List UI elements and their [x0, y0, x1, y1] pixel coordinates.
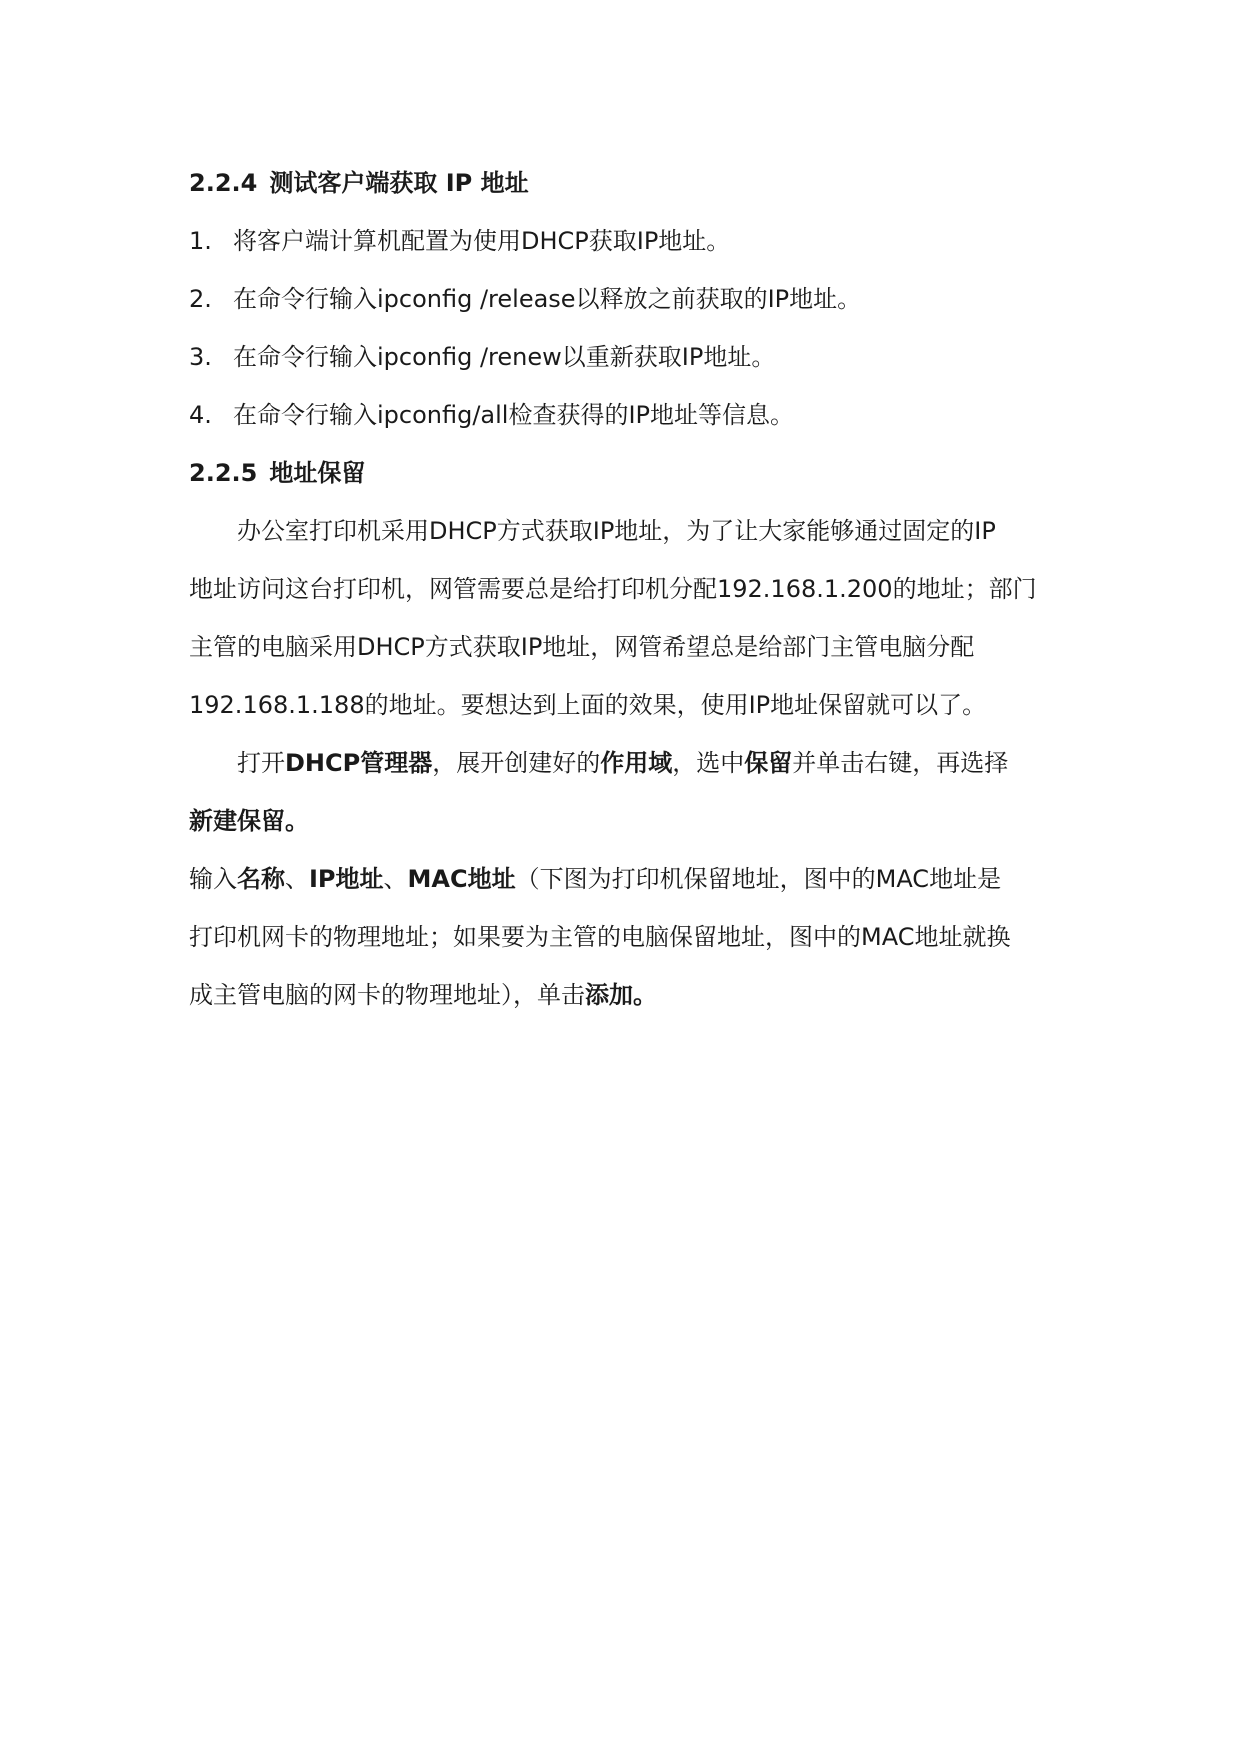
text: ，选中: [672, 749, 745, 777]
section-heading-2-2-4: [189, 167, 529, 199]
section-title: 测试客户端获取 IP 地址: [269, 169, 529, 197]
bold-term: 添加: [585, 981, 633, 1009]
paragraph-2-line-2: [189, 805, 309, 837]
section-heading-2-2-5: [189, 457, 365, 489]
bold-term: DHCP管理器: [285, 749, 433, 777]
list-number: 2.: [189, 285, 212, 313]
text: 、: [383, 865, 408, 893]
paragraph-3-line-1: [189, 863, 1001, 895]
text: 并单击右键，再选择: [792, 749, 1009, 777]
list-text: 在命令行输入ipconfig /renew以重新获取IP地址。: [233, 343, 776, 371]
list-item-2: [189, 283, 861, 315]
text: ，展开创建好的: [432, 749, 601, 777]
list-number: 1.: [189, 227, 212, 255]
list-text: 在命令行输入ipconfig /release以释放之前获取的IP地址。: [233, 285, 862, 313]
paragraph-1-line-3: 主管的电脑采用DHCP方式获取IP地址，网管希望总是给部门主管电脑分配: [189, 633, 975, 661]
bold-term: 新建保留: [189, 807, 285, 835]
text: 成主管电脑的网卡的物理地址），单击: [189, 981, 585, 1009]
list-item-3: [189, 341, 775, 373]
bold-term: 作用域: [600, 749, 673, 777]
bold-term: 保留: [744, 749, 793, 777]
section-number: 2.2.4: [189, 169, 258, 197]
list-text: 将客户端计算机配置为使用DHCP获取IP地址。: [233, 227, 731, 255]
text: 。: [633, 981, 657, 1009]
paragraph-3-line-3: [189, 979, 657, 1011]
paragraph-1-line-1: 办公室打印机采用DHCP方式获取IP地址，为了让大家能够通过固定的IP: [237, 517, 996, 545]
text: 打开: [237, 749, 285, 777]
paragraph-1-line-2: 地址访问这台打印机，网管需要总是给打印机分配192.168.1.200的地址；部门: [189, 575, 1037, 603]
section-number: 2.2.5: [189, 459, 258, 487]
section-title: 地址保留: [269, 459, 366, 487]
bold-term: MAC地址: [407, 865, 516, 893]
list-text: 在命令行输入ipconfig/all检查获得的IP地址等信息。: [233, 401, 795, 429]
list-item-1: [189, 225, 730, 257]
paragraph-1-line-4: 192.168.1.188的地址。要想达到上面的效果，使用IP地址保留就可以了。: [189, 691, 987, 719]
bold-term: IP地址: [309, 865, 384, 893]
list-item-4: [189, 399, 794, 431]
text: （下图为打印机保留地址，图中的MAC地址是: [515, 865, 1002, 893]
paragraph-2-line-1: [237, 747, 1008, 779]
list-number: 3.: [189, 343, 212, 371]
list-number: 4.: [189, 401, 212, 429]
text: 、: [285, 865, 309, 893]
text: 输入: [189, 865, 237, 893]
text: 。: [285, 807, 309, 835]
paragraph-3-line-2: 打印机网卡的物理地址；如果要为主管的电脑保留地址，图中的MAC地址就换: [189, 923, 1011, 951]
bold-term: 名称: [237, 865, 285, 893]
